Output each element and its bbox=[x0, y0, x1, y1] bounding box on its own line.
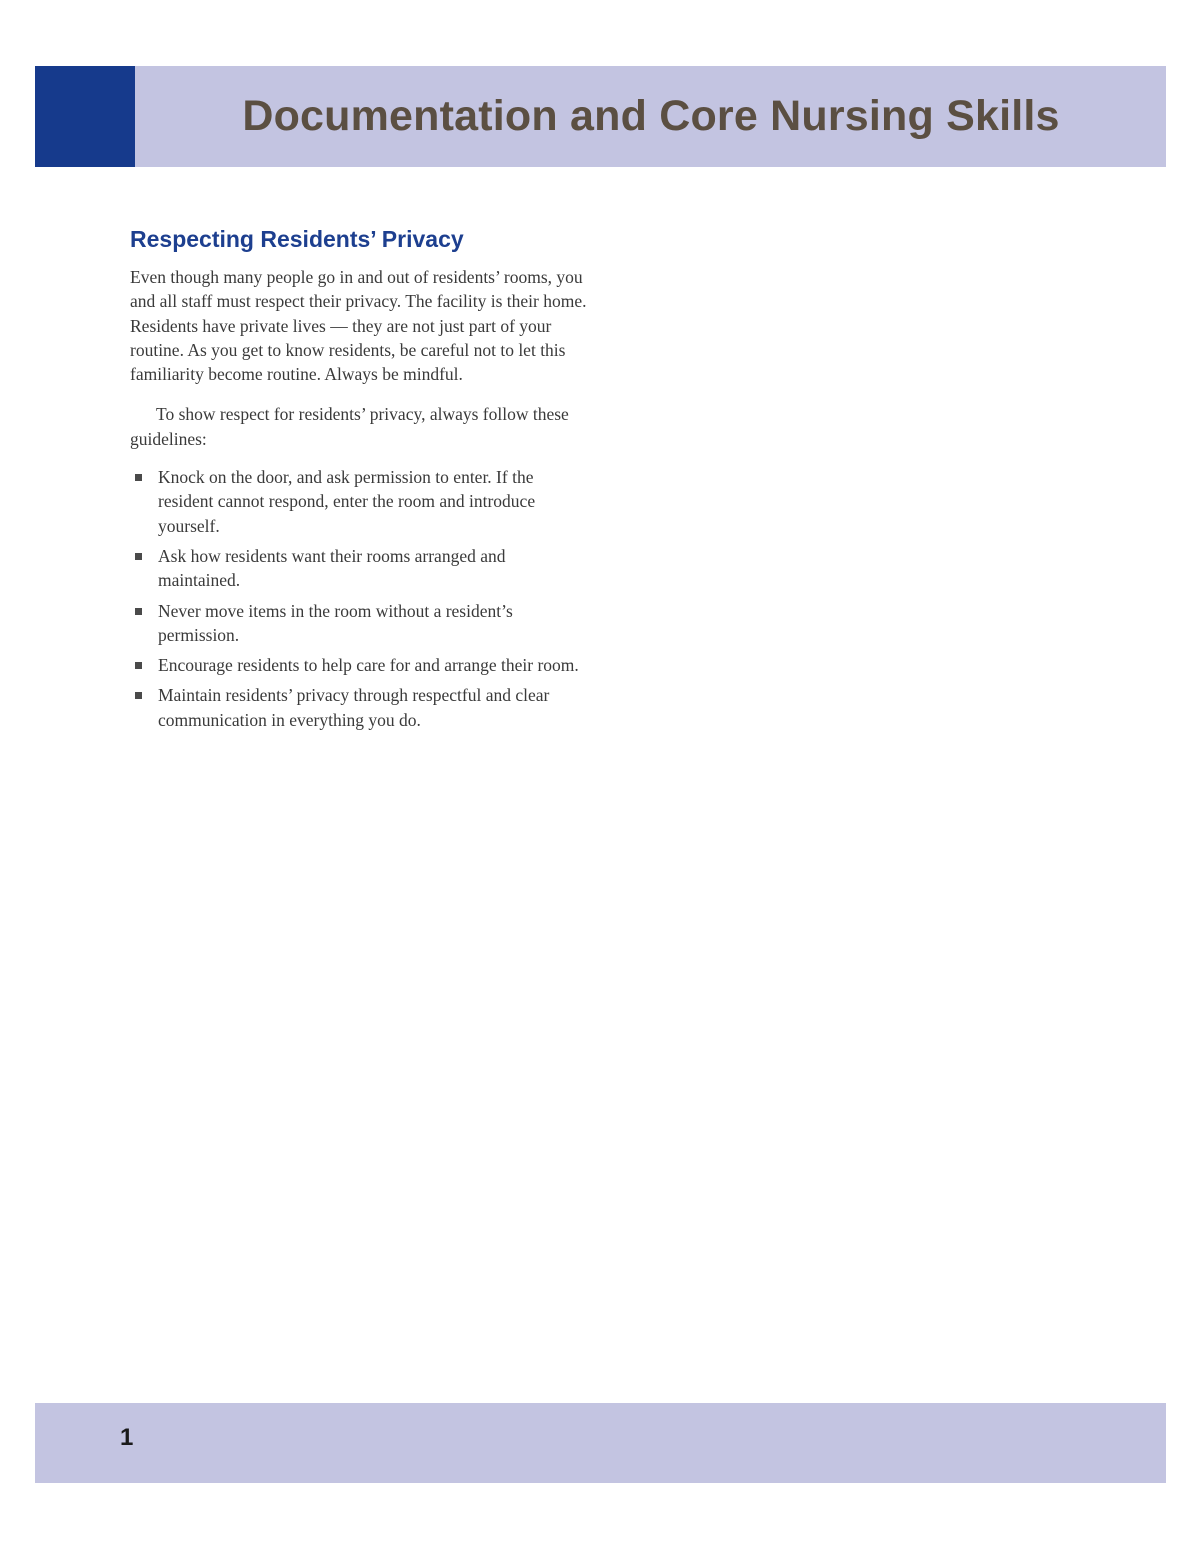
list-item-text: Encourage residents to help care for and arrange their room. bbox=[158, 655, 579, 676]
list-item-text: Ask how residents want their rooms arranged and maintained. bbox=[158, 545, 506, 591]
page-number: 1 bbox=[120, 1424, 134, 1451]
intro-paragraph: Even though many people go in and out of residents’ rooms, you and all staff must respect their privacy. The facility is their home. Residents have private lives — they are not just part of your routine. As you get to know residents, be careful not to let this familiarity become routine. Always be mindful. bbox=[130, 267, 587, 385]
footer-band bbox=[35, 1403, 1166, 1483]
list-item-text: Knock on the door, and ask permission to enter. If the resident cannot respond, enter the room and introduce yourself. bbox=[158, 467, 536, 536]
guidelines-intro-paragraph: To show respect for residents’ privacy, always follow these guidelines: bbox=[130, 404, 569, 449]
square-bullet-icon bbox=[135, 692, 142, 699]
guidelines-list bbox=[130, 465, 590, 732]
list-item bbox=[130, 653, 590, 677]
header-accent-block bbox=[35, 66, 135, 167]
list-item-text: Never move items in the room without a resident’s permission. bbox=[158, 600, 513, 645]
main-content bbox=[130, 226, 590, 738]
square-bullet-icon bbox=[135, 474, 142, 481]
square-bullet-icon bbox=[135, 662, 142, 669]
list-item bbox=[130, 683, 590, 732]
page-title: Documentation and Core Nursing Skills bbox=[242, 92, 1060, 140]
square-bullet-icon bbox=[135, 608, 142, 615]
list-item bbox=[130, 465, 590, 538]
section-heading: Respecting Residents’ Privacy bbox=[130, 226, 464, 252]
square-bullet-icon bbox=[135, 553, 142, 560]
list-item bbox=[130, 544, 590, 593]
list-item-text: Maintain residents’ privacy through respectful and clear communication in everything you do. bbox=[158, 685, 550, 730]
list-item bbox=[130, 599, 590, 648]
